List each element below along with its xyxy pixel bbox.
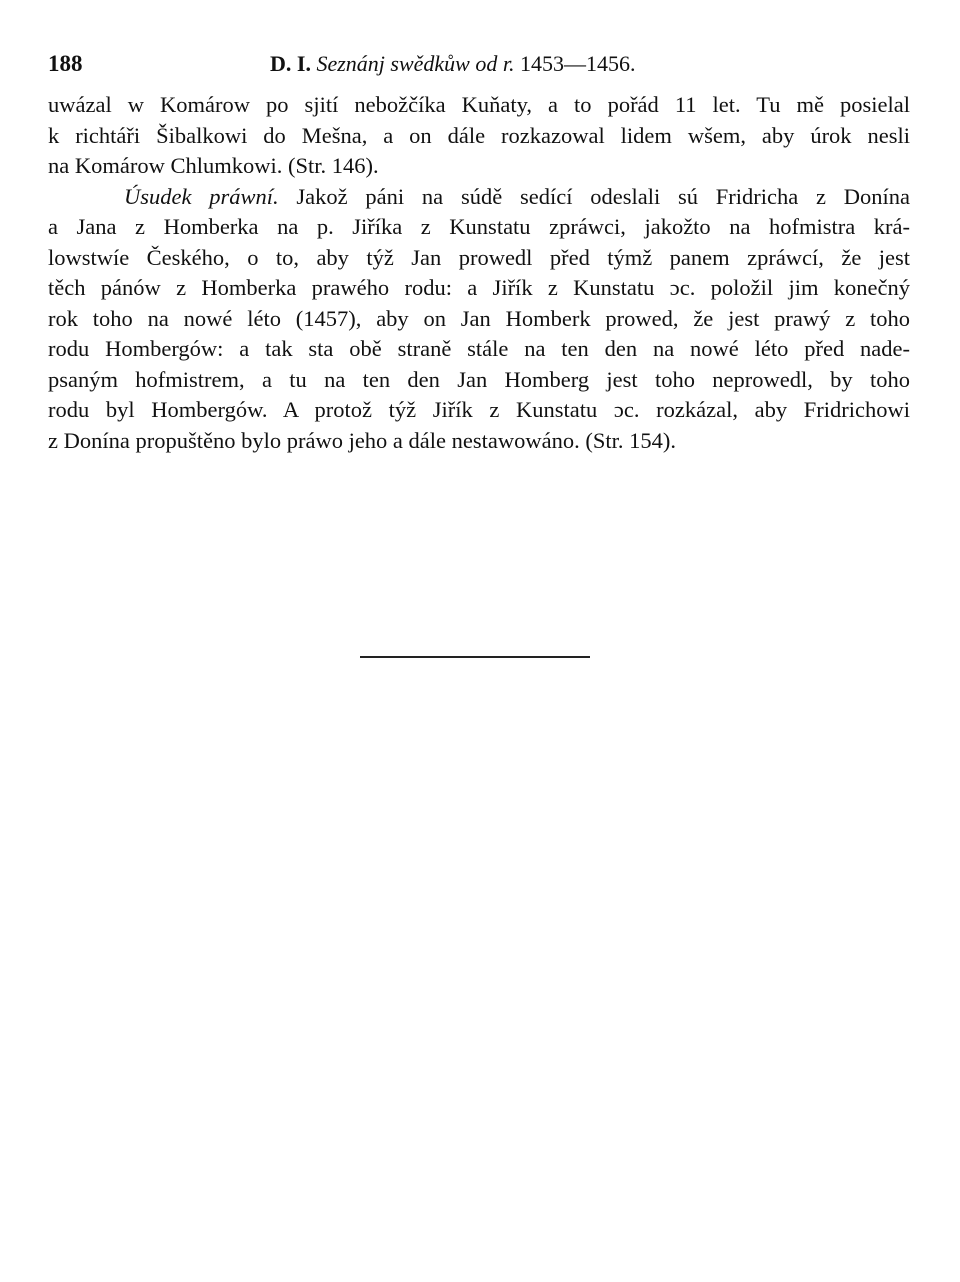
body-text xyxy=(48,90,910,456)
text-line xyxy=(48,182,910,213)
text-line: a Jana z Homberka na p. Jiříka z Kunstatu zpráwci, jakožto na hofmistra krá- xyxy=(48,214,910,239)
text-line: z Donína propuštěno bylo práwo jeho a dále nestawowáno. (Str. 154). xyxy=(48,427,676,453)
paragraph-2 xyxy=(48,182,910,457)
running-head-title: Seznánj swědkůw od r. xyxy=(316,51,515,76)
text-line: lowstwíe Českého, o to, aby týž Jan prowedl před týmž panem zpráwcí, že jest xyxy=(48,244,910,270)
paragraph-1 xyxy=(48,90,910,182)
text-line: uwázal w Komárow po sjití nebožčíka Kuňaty, a to pořád 11 let. Tu mě posielal xyxy=(48,92,910,117)
page-header xyxy=(48,48,910,80)
text-line: těch pánów z Homberka prawého rodu: a Jiřík z Kunstatu ɔc. položil jim konečný xyxy=(48,275,910,300)
running-head-years: 1453—1456. xyxy=(519,51,636,76)
section-divider xyxy=(360,656,590,658)
text-line: rodu Hombergów: a tak sta obě straně stále na ten den na nowé léto před nade- xyxy=(48,336,910,361)
paragraph-lead: Úsudek práwní. xyxy=(124,183,279,209)
text-line: k richtáři Šibalkowi do Mešna, a on dále rozkazowal lidem wšem, aby úrok nesli xyxy=(48,122,910,148)
paragraph-lead-rest: Jakož páni na súdě sedící odeslali sú Fridricha z Donína xyxy=(296,183,910,209)
text-line: rok toho na nowé léto (1457), aby on Jan Homberk prowed, že jest prawý z toho xyxy=(48,305,910,331)
text-line: na Komárow Chlumkowi. (Str. 146). xyxy=(48,153,379,178)
page-number: 188 xyxy=(48,51,83,76)
running-head xyxy=(270,48,635,80)
running-head-volume: D. I. xyxy=(270,51,311,76)
text-line: psaným hofmistrem, a tu na ten den Jan Homberg jest toho neprowedl, by toho xyxy=(48,366,910,392)
text-line: rodu byl Hombergów. A protož týž Jiřík z Kunstatu ɔc. rozkázal, aby Fridrichowi xyxy=(48,397,910,422)
